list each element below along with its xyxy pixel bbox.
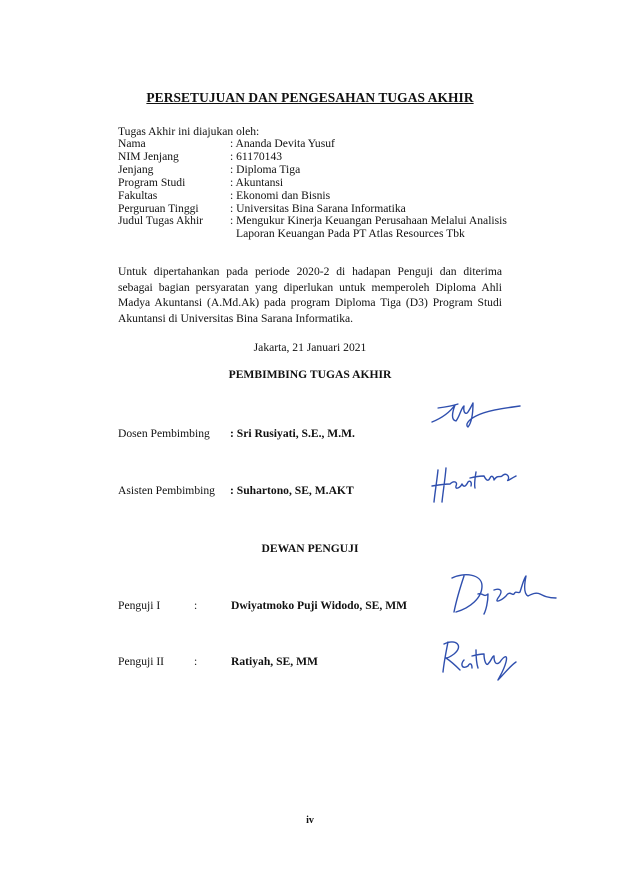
info-label: Judul Tugas Akhir — [118, 214, 204, 228]
student-info-table — [118, 138, 507, 241]
purpose-paragraph: Untuk dipertahankan pada periode 2020-2 di hadapan Penguji dan diterima sebagai bagian persyaratan yang diperlukan untuk memperoleh Diploma Ahli Madya Akuntansi (A.Md.Ak) pada program Diploma Tiga (D3) Program Studi Akuntansi di Universitas Bina Sarana Informatika. — [118, 265, 502, 325]
penguji1-label: Penguji I — [118, 599, 161, 612]
dewan-heading: DEWAN PENGUJI — [261, 542, 359, 555]
asisten-value: : Suhartono, SE, M.AKT — [230, 484, 354, 497]
dosen-label: Dosen Pembimbing — [118, 427, 210, 440]
info-label: Program Studi — [118, 175, 186, 189]
penguji1-signature — [448, 568, 560, 618]
info-row-fakultas — [118, 190, 507, 203]
page-number: iv — [306, 815, 314, 826]
asisten-signature — [428, 464, 522, 506]
info-value: : Ananda Devita Yusuf — [230, 137, 335, 150]
penguji1-name: Dwiyatmoko Puji Widodo, SE, MM — [231, 599, 408, 612]
asisten-label: Asisten Pembimbing — [118, 484, 215, 497]
date-line: Jakarta, 21 Januari 2021 — [253, 341, 367, 354]
info-value: : Universitas Bina Sarana Informatika — [230, 201, 406, 215]
info-label — [118, 228, 230, 241]
info-value: : Mengukur Kinerja Keuangan Perusahaan Melalui Analisis — [230, 214, 507, 228]
info-row-program-studi — [118, 177, 507, 190]
penguji2-colon: : — [194, 655, 198, 668]
info-label: Nama — [118, 137, 146, 150]
info-label: Fakultas — [118, 188, 158, 202]
info-row-nim — [118, 151, 507, 164]
penguji1-colon: : — [194, 599, 198, 612]
info-value: Laporan Keuangan Pada PT Atlas Resources Tbk — [236, 227, 465, 241]
document-title: PERSETUJUAN DAN PENGESAHAN TUGAS AKHIR — [146, 90, 474, 105]
info-row-jenjang — [118, 164, 507, 177]
intro-text: Tugas Akhir ini diajukan oleh: — [118, 125, 260, 138]
info-label: NIM Jenjang — [118, 149, 179, 163]
info-value: : Ekonomi dan Bisnis — [230, 188, 331, 202]
info-label: Perguruan Tinggi — [118, 201, 199, 215]
penguji2-signature — [440, 636, 518, 682]
info-label: Jenjang — [118, 162, 154, 176]
info-row-judul-cont — [118, 228, 507, 241]
info-value: : Akuntansi — [230, 175, 284, 189]
dosen-signature — [428, 396, 526, 432]
pembimbing-heading: PEMBIMBING TUGAS AKHIR — [228, 368, 392, 381]
penguji2-name: Ratiyah, SE, MM — [231, 655, 318, 668]
penguji2-label: Penguji II — [118, 655, 165, 668]
info-row-nama — [118, 138, 507, 151]
dosen-value: : Sri Rusiyati, S.E., M.M. — [230, 427, 355, 440]
info-value: : Diploma Tiga — [230, 162, 301, 176]
info-value: : 61170143 — [230, 149, 283, 163]
